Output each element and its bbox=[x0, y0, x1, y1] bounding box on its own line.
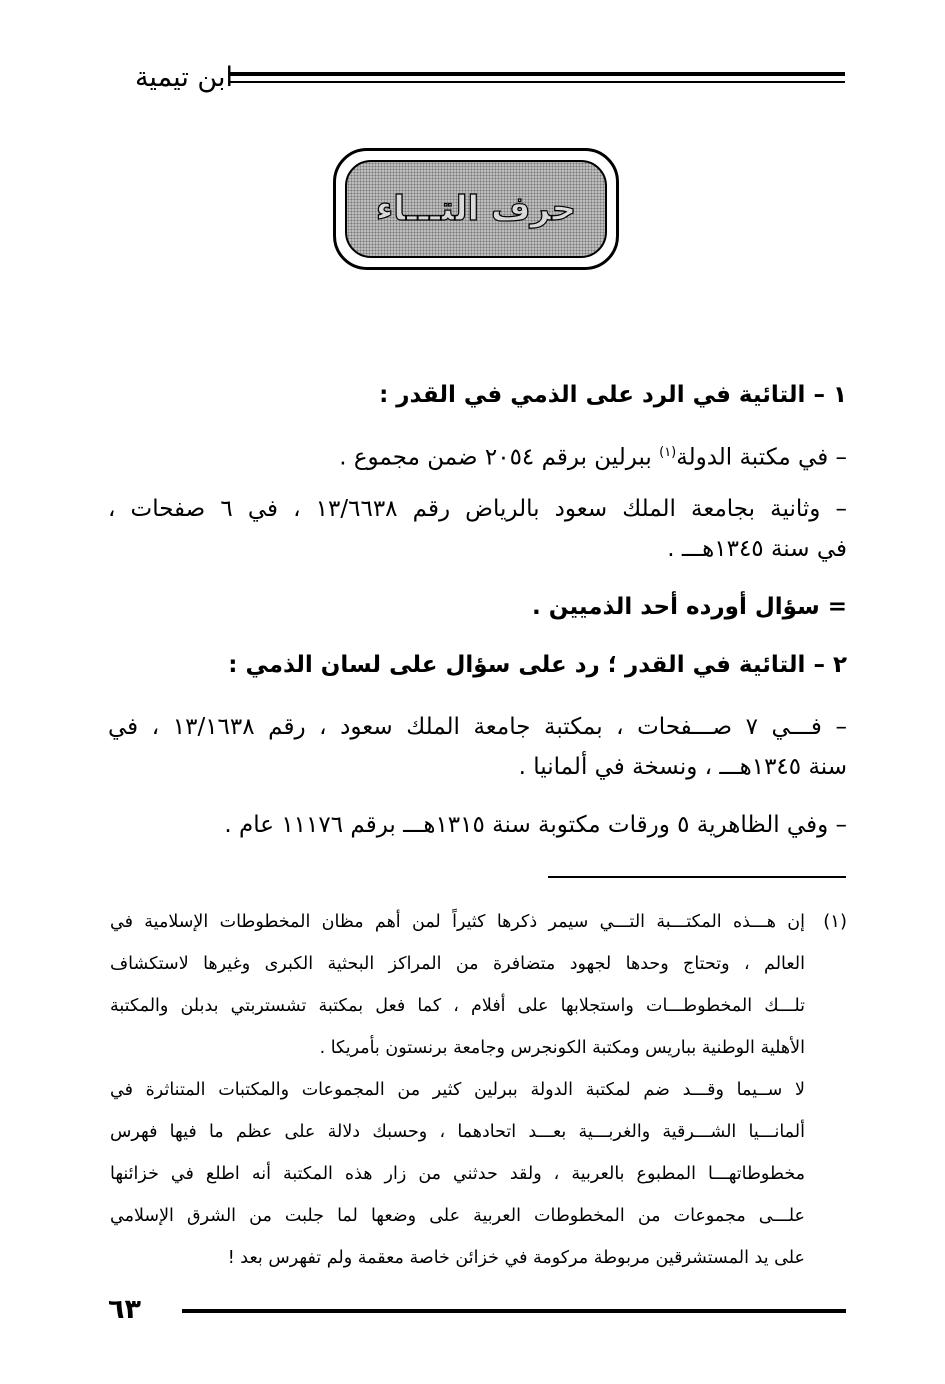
entry-1-line-1 bbox=[339, 436, 847, 475]
entry-2-line-3: – وفي الظاهرية ٥ ورقات مكتوبة سنة ١٣١٥هـــ برقم ١١١٧٦ عام . bbox=[224, 812, 847, 838]
footnote-line: العالم ، وتحتاج وحدها لجهود متضافرة من المراكز البحثية الكبرى وغيرها لاستكشاف bbox=[110, 954, 805, 974]
footnote-line: ألمانـــيا الشـــرقية والغربـــية بعـــد اتحادهما ، وحسبك دلالة على عظم ما فيها فهرس bbox=[110, 1122, 805, 1142]
header-rule-thin bbox=[230, 81, 845, 83]
footnote-line: مخطوطاتهـــا المطبوع بالعربية ، ولقد حدثني من زار هذه المكتبة أنه اطلع في خزائنها bbox=[110, 1164, 805, 1184]
chapter-heading-inner bbox=[345, 160, 607, 258]
entry-1-line-3: في سنة ١٣٤٥هـــ . bbox=[667, 536, 847, 562]
footnote-marker: (١) bbox=[823, 911, 847, 932]
entry-1-note: = سؤال أورده أحد الذميين . bbox=[532, 594, 847, 620]
entry-2-line-2: سنة ١٣٤٥هـــ ، ونسخة في ألمانيا . bbox=[518, 754, 847, 780]
running-header-title: ابن تيمية bbox=[134, 62, 233, 93]
footnote-reference: (١) bbox=[659, 445, 677, 460]
footnote-line: لا ســيما وقـــد ضم لمكتبة الدولة ببرلين كثير من المجموعات والمكتبات المتناثرة في bbox=[110, 1080, 805, 1100]
entry-1-line-1-a: – في مكتبة الدولة bbox=[676, 444, 847, 471]
chapter-title: حرف التـــاء bbox=[375, 189, 577, 229]
entry-1-line-1-b: ببرلين برقم ٢٠٥٤ ضمن مجموع . bbox=[339, 444, 652, 471]
chapter-heading-box bbox=[333, 148, 619, 270]
footnote-line: علـــى مجموعات من المخطوطات العربية على وضعها لما جلبت من الشرق الإسلامي bbox=[110, 1206, 805, 1226]
entry-1-line-2: – وثانية بجامعة الملك سعود بالرياض رقم ١٣/٦٦٣٨ ، في ٦ صفحات ، bbox=[108, 496, 847, 522]
footnote-line: إن هـــذه المكتـــبة التـــي سيمر ذكرها كثيراً لمن أهم مظان المخطوطات الإسلامية في bbox=[110, 912, 805, 932]
header-rule-thick bbox=[230, 72, 845, 76]
entry-1-title: ١ – التائية في الرد على الذمي في القدر : bbox=[379, 382, 847, 408]
footer-rule bbox=[182, 1309, 846, 1313]
entry-2-title: ٢ – التائية في القدر ؛ رد على سؤال على لسان الذمي : bbox=[228, 652, 847, 678]
footnote-line: على يد المستشرقين مربوطة مركومة في خزائن خاصة معقمة ولم تفهرس بعد ! bbox=[227, 1248, 805, 1268]
entry-2-line-1: – فـــي ٧ صـــفحات ، بمكتبة جامعة الملك سعود ، رقم ١٣/١٦٣٨ ، في bbox=[108, 714, 847, 740]
page-number: ٦٣ bbox=[108, 1294, 141, 1325]
footnote-line: تلـــك المخطوطـــات واستجلابها على أفلام ، كما فعل بمكتبة تشستربتي بدبلن والمكتبة bbox=[110, 996, 805, 1016]
footnote-separator bbox=[548, 876, 846, 878]
footnote-line: الأهلية الوطنية بباريس ومكتبة الكونجرس وجامعة برنستون بأمريكا . bbox=[319, 1038, 805, 1058]
